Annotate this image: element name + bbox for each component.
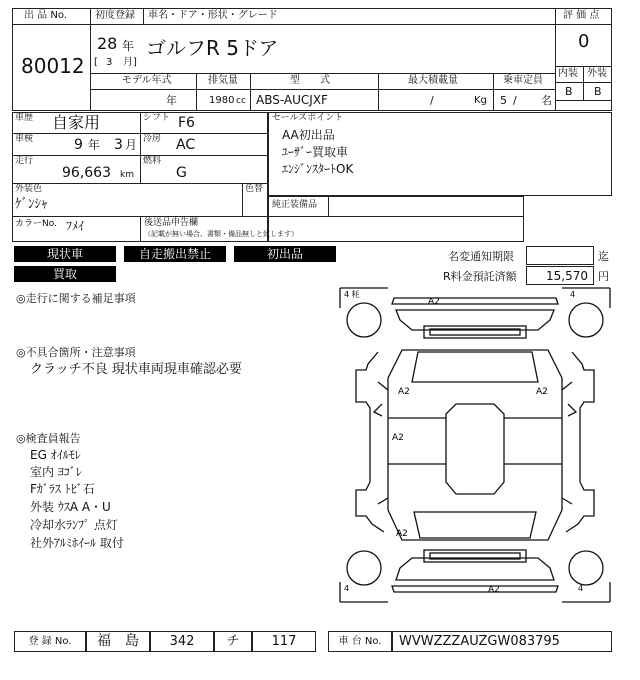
history-label: 車歴 — [15, 113, 34, 123]
chassis-label: 車 台 No. — [328, 631, 392, 652]
capacity-unit: 名 — [541, 94, 552, 107]
genuine-label: 純正装備品 — [272, 200, 318, 210]
model-year-unit: 年 — [166, 94, 177, 107]
displacement: 1980 — [209, 95, 235, 106]
reg-area: 福 島 — [86, 631, 150, 652]
reg-month: 3 — [106, 57, 113, 68]
badge-no-self-drive: 自走搬出禁止 — [124, 246, 226, 262]
damage-mark: A2 — [488, 585, 500, 595]
color-no-value: ﾌﾒｲ — [66, 219, 85, 233]
exterior-label: 外装 — [587, 68, 607, 79]
recycle-label: R料金預託済額 — [443, 270, 517, 283]
damage-mark: A2 — [428, 297, 440, 307]
mileage-value: 96,663 — [62, 165, 111, 181]
inspector-line-6: 社外ｱﾙﾐﾎｲｰﾙ 取付 — [30, 536, 124, 550]
shift-value: F6 — [178, 115, 195, 131]
notice-unit: 迄 — [598, 250, 609, 263]
corner-label-bl: 4 — [344, 584, 350, 593]
inspector-line-5: 冷却水ﾗﾝﾌﾟ 点灯 — [30, 518, 118, 532]
notice-label: 名変通知期限 — [448, 250, 514, 263]
color-label: 外装色 — [15, 184, 43, 194]
inspection-year-unit: 年 — [88, 138, 101, 152]
max-load-slash: / — [430, 94, 434, 107]
model-year-label: モデル年式 — [122, 75, 172, 86]
history-value: 自家用 — [52, 113, 101, 132]
inspection-label: 車検 — [15, 134, 34, 144]
sales-point-3: ｴﾝｼﾞﾝｽﾀｰﾄOK — [282, 162, 354, 176]
mileage-label: 走行 — [15, 156, 34, 166]
inspection-month-unit: 月 — [125, 138, 138, 152]
sales-point-1: AA初出品 — [282, 128, 335, 142]
interior-label: 内装 — [558, 68, 578, 79]
damage-mark: A2 — [392, 433, 404, 443]
mileage-unit: km — [120, 170, 134, 180]
color-change-label: 色替 — [245, 184, 264, 194]
inspector-line-1: EG ｵｲﾙﾓﾚ — [30, 448, 81, 462]
notice-box — [526, 246, 594, 265]
damage-mark: A2 — [396, 529, 408, 539]
reg-no-label: 登 録 No. — [14, 631, 86, 652]
first-reg-label: 初度登録 — [95, 10, 135, 21]
docs-label: 後送品申告欄 — [144, 218, 199, 228]
defects-title: ◎不具合箇所・注意事項 — [16, 346, 136, 359]
corner-label-tr: 4 — [570, 290, 576, 299]
name-label: 車名・ドア・形状・グレード — [148, 10, 278, 21]
inspection-year: 9 — [74, 137, 83, 153]
inspector-title: ◎検査員報告 — [16, 432, 81, 445]
inspector-line-3: Fｶﾞﾗｽ ﾄﾋﾞ石 — [30, 482, 95, 496]
inspection-month: 3 — [114, 137, 123, 153]
inspector-line-2: 室内 ﾖｺﾞﾚ — [30, 465, 82, 479]
model-type: ABS-AUCJXF — [256, 93, 328, 107]
sales-point-2: ﾕｰｻﾞｰ買取車 — [282, 145, 349, 159]
damage-mark: A2 — [536, 387, 548, 397]
type-label: 型 式 — [290, 75, 330, 86]
damage-mark: A2 — [398, 387, 410, 397]
corner-label-br: 4 — [578, 584, 584, 593]
reg-class: 342 — [150, 631, 214, 652]
fuel-label: 燃料 — [143, 156, 162, 166]
displacement-unit: cc — [236, 96, 246, 106]
badge-purchase: 買取 — [14, 266, 116, 282]
max-load-unit: Kg — [474, 95, 487, 106]
capacity: 5 — [500, 94, 507, 107]
reg-month-open: [ — [94, 57, 98, 68]
lot-number: 80012 — [21, 54, 85, 78]
docs-note: （記載が無い場合、書類・備品無しと致します） — [144, 230, 298, 238]
color-no-label: カラーNo. — [15, 219, 57, 229]
corner-label-tl: 4 粍 — [344, 290, 360, 299]
shift-label: シフト — [143, 113, 171, 123]
reg-year-unit: 年 — [122, 39, 135, 53]
ac-value: AC — [176, 137, 196, 153]
car-damage-diagram — [338, 286, 612, 604]
displacement-label: 排気量 — [208, 75, 238, 86]
inspector-line-4: 外装 ｳｽA A・U — [30, 500, 111, 514]
interior-grade: B — [565, 85, 573, 98]
color-value: ｹﾞﾝｼｬ — [15, 197, 48, 212]
sales-point-label: セールスポイント — [272, 113, 344, 123]
ac-label: 冷房 — [143, 134, 162, 144]
reg-month-unit: 月] — [123, 57, 137, 68]
reg-kana: チ — [214, 631, 252, 652]
max-load-label: 最大積載量 — [408, 75, 458, 86]
fuel-value: G — [176, 165, 187, 181]
badge-current: 現状車 — [14, 246, 116, 262]
car-name: ゴルフR 5ドア — [146, 36, 279, 60]
exterior-grade: B — [594, 85, 602, 98]
reg-year: 28 — [97, 34, 118, 53]
score-value: 0 — [578, 31, 590, 52]
chassis-number: WVWZZZAUZGW083795 — [392, 631, 612, 652]
badge-first-listing: 初出品 — [234, 246, 336, 262]
capacity-label: 乗車定員 — [503, 75, 543, 86]
defect-text: クラッチ不良 現状車両現車確認必要 — [30, 362, 242, 377]
driving-title: ◎走行に関する補足事項 — [16, 292, 136, 305]
recycle-amount: 15,570 — [546, 269, 588, 283]
recycle-unit: 円 — [598, 270, 609, 283]
capacity-slash: / — [513, 94, 517, 107]
score-label: 評 価 点 — [563, 10, 600, 21]
lot-label: 出 品 No. — [24, 10, 67, 21]
reg-number: 117 — [252, 631, 316, 652]
